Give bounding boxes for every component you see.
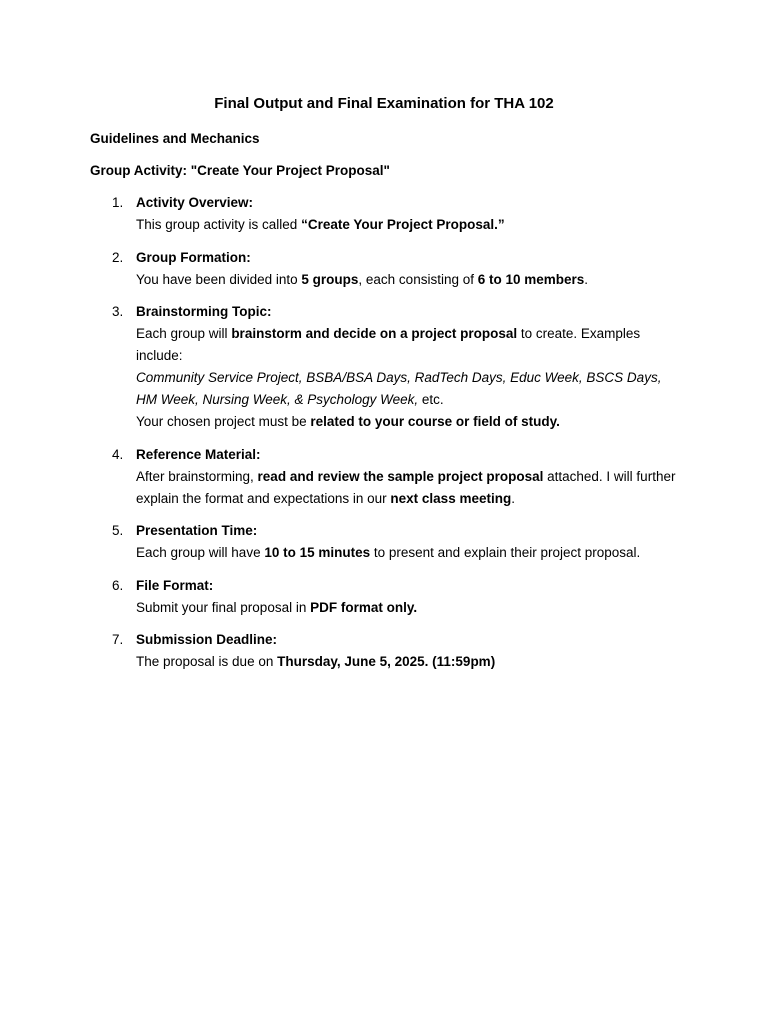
item-label: Presentation Time: — [136, 523, 258, 538]
item-content — [136, 629, 676, 673]
item-emphasis: 5 groups — [301, 271, 359, 287]
item-number: 4. — [112, 446, 124, 462]
document-title: Final Output and Final Examination for THA 102 — [214, 95, 554, 112]
item-number: 1. — [112, 195, 124, 210]
item-text — [136, 323, 676, 367]
item-text-part: . — [584, 271, 589, 287]
item-text — [136, 269, 676, 291]
item-content — [136, 247, 676, 291]
item-text-part: attached. I will further explain the format and expectations in our — [136, 468, 676, 506]
item-number: 3. — [112, 304, 124, 319]
list-item-file-format — [0, 575, 768, 619]
item-emphasis: brainstorm and decide on a project proposal — [231, 326, 518, 341]
item-number: 6. — [112, 577, 124, 593]
list-item-submission-deadline — [0, 629, 768, 673]
item-text-part: Submit your final proposal in — [136, 599, 311, 615]
item-number: 7. — [112, 632, 124, 647]
item-text-part: to create. Examples include: — [136, 326, 641, 363]
item-content — [136, 301, 676, 433]
item-text-part: Each group will — [136, 326, 232, 341]
item-content — [136, 192, 676, 236]
guidelines-heading: Guidelines and Mechanics — [90, 131, 260, 146]
item-text — [136, 214, 676, 236]
item-label: Activity Overview: — [136, 195, 254, 210]
item-emphasis: “Create Your Project Proposal.” — [301, 217, 505, 232]
item-text-part: etc. — [418, 392, 444, 407]
item-text-part: This group activity is called — [136, 217, 302, 232]
item-text — [136, 466, 676, 510]
item-text — [136, 597, 676, 619]
item-number: 5. — [112, 523, 124, 538]
item-label: Group Formation: — [136, 249, 251, 265]
group-activity-heading: Group Activity: "Create Your Project Proposal" — [90, 163, 390, 178]
item-text-part: The proposal is due on — [136, 654, 278, 669]
item-content — [136, 444, 676, 510]
item-content — [136, 575, 676, 619]
item-text — [136, 651, 676, 673]
list-item-activity-overview — [0, 192, 768, 236]
item-content — [136, 520, 676, 564]
item-examples — [136, 367, 676, 411]
item-text-part: You have been divided into — [136, 271, 302, 287]
item-number: 2. — [112, 249, 124, 265]
item-text — [136, 542, 676, 564]
item-text-part: , each consisting of — [358, 271, 478, 287]
list-item-brainstorming-topic — [0, 301, 768, 433]
item-label: Brainstorming Topic: — [136, 304, 272, 319]
item-text-part: to present and explain their project proposal. — [370, 545, 641, 560]
guidelines-list — [0, 192, 768, 684]
item-emphasis: next class meeting — [390, 490, 512, 506]
item-text-part: Each group will have — [136, 545, 265, 560]
item-emphasis: 10 to 15 minutes — [264, 545, 371, 560]
item-italic-examples: Community Service Project, BSBA/BSA Days, RadTech Days, Educ Week, BSCS Days, HM Week, Nursing Week, & Psychology Week, — [136, 370, 662, 407]
item-label: File Format: — [136, 577, 214, 593]
item-text-part: Your chosen project must be — [136, 414, 311, 429]
item-emphasis: PDF format only. — [310, 599, 418, 615]
item-emphasis: 6 to 10 members — [477, 271, 585, 287]
list-item-group-formation — [0, 247, 768, 291]
item-text-part: After brainstorming, — [136, 468, 258, 484]
item-emphasis: related to your course or field of study. — [310, 414, 560, 429]
item-text-part: . — [511, 490, 515, 506]
item-emphasis: read and review the sample project proposal — [257, 468, 544, 484]
item-text — [136, 411, 676, 433]
item-label: Reference Material: — [136, 446, 261, 462]
item-label: Submission Deadline: — [136, 632, 278, 647]
list-item-reference-material — [0, 444, 768, 510]
list-item-presentation-time — [0, 520, 768, 564]
item-emphasis: Thursday, June 5, 2025. (11:59pm) — [277, 654, 496, 669]
